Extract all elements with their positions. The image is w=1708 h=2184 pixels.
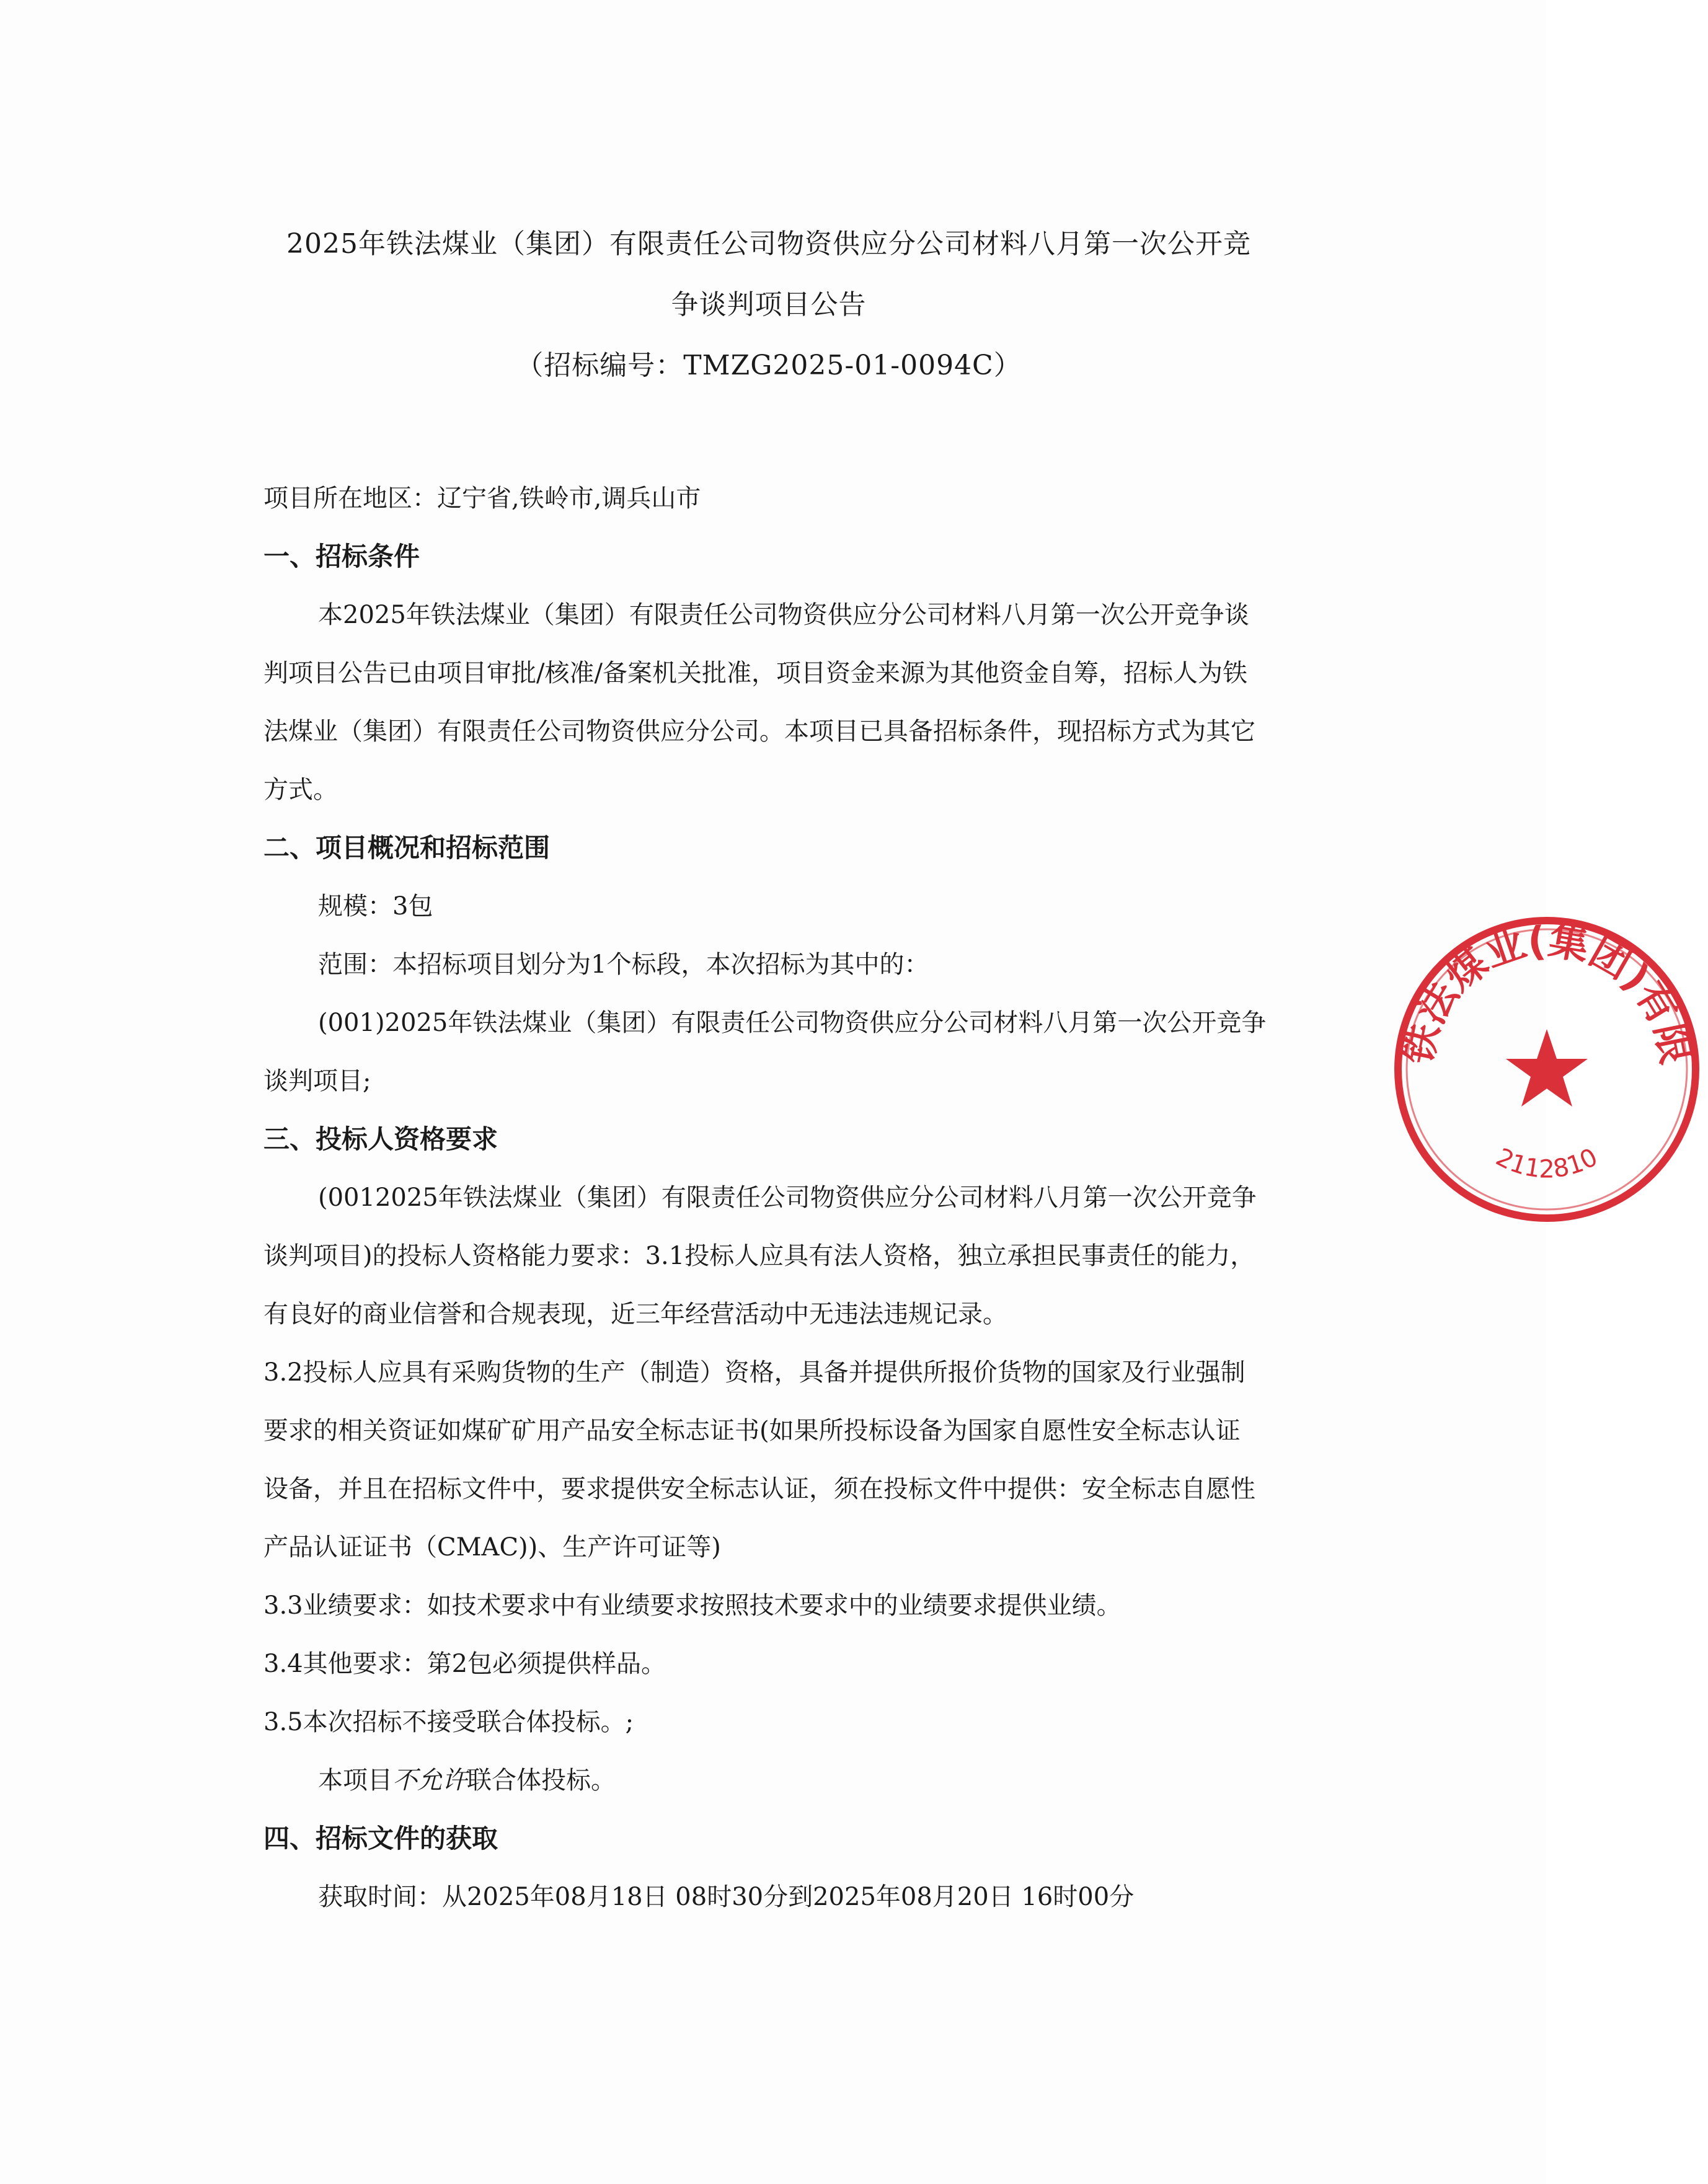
section-heading-2: 二、项目概况和招标范围 — [263, 833, 551, 863]
bid-number: （招标编号：TMZG2025-01-0094C） — [516, 350, 1022, 381]
company-seal — [1386, 908, 1708, 1231]
section-heading-1: 一、招标条件 — [263, 541, 420, 572]
consortium-suffix: 联合体投标。 — [467, 1766, 616, 1795]
paragraph-line: (0012025年铁法煤业（集团）有限责任公司物资供应分公司材料八月第一次公开竞争 — [318, 1183, 1257, 1212]
paragraph-line: 判项目公告已由项目审批/核准/备案机关批准，项目资金来源为其他资金自筹，招标人为铁 — [263, 659, 1247, 687]
paragraph-line: 要求的相关资证如煤矿矿用产品安全标志证书(如果所投标设备为国家自愿性安全标志认证 — [263, 1417, 1241, 1445]
paragraph-line: 谈判项目)的投标人资格能力要求：3.1投标人应具有法人资格，独立承担民事责任的能力， — [263, 1242, 1255, 1270]
paragraph-line: 产品认证证书（CMAC))、生产许可证等) — [263, 1533, 721, 1562]
paragraph-line: 本2025年铁法煤业（集团）有限责任公司物资供应分公司材料八月第一次公开竞争谈 — [318, 601, 1249, 629]
seal-star-icon — [1506, 1029, 1588, 1107]
acquisition-time: 获取时间：从2025年08月18日 08时30分到2025年08月20日 16时00分 — [318, 1883, 1135, 1911]
scope-line: 范围：本招标项目划分为1个标段，本次招标为其中的： — [318, 950, 929, 979]
paragraph-line: 方式。 — [263, 776, 338, 804]
scale-line: 规模：3包 — [318, 892, 433, 921]
project-region: 项目所在地区：辽宁省,铁岭市,调兵山市 — [263, 484, 701, 513]
paragraph-line: 法煤业（集团）有限责任公司物资供应分公司。本项目已具备招标条件，现招标方式为其它 — [263, 717, 1255, 746]
lot-item-line: (001)2025年铁法煤业（集团）有限责任公司物资供应分公司材料八月第一次公开竞争 — [318, 1009, 1267, 1037]
paragraph-line: 3.4其他要求：第2包必须提供样品。 — [263, 1650, 666, 1678]
consortium-line — [263, 1766, 1305, 1795]
document-body — [263, 484, 1305, 1940]
paragraph-line: 3.3业绩要求：如技术要求中有业绩要求按照技术要求中的业绩要求提供业绩。 — [263, 1591, 1122, 1620]
paragraph-line: 3.2投标人应具有采购货物的生产（制造）资格，具备并提供所报价货物的国家及行业强制 — [263, 1358, 1246, 1387]
seal-text-top: 铁法煤业(集团)有限 — [1395, 917, 1699, 1068]
consortium-prefix: 本项目 — [318, 1766, 392, 1795]
title-line-2: 争谈判项目公告 — [671, 289, 867, 321]
title-block — [236, 226, 1302, 409]
paragraph-line: 有良好的商业信誉和合规表现，近三年经营活动中无违法违规记录。 — [263, 1300, 1007, 1329]
seal-number: 2112810 — [1491, 1143, 1603, 1184]
paragraph-line: 设备，并且在招标文件中，要求提供安全标志认证，须在投标文件中提供：安全标志自愿性 — [263, 1475, 1255, 1503]
consortium-value: 不允许 — [392, 1766, 467, 1795]
section-heading-4: 四、招标文件的获取 — [263, 1823, 498, 1854]
section-heading-3: 三、投标人资格要求 — [263, 1124, 498, 1154]
paragraph-line: 3.5本次招标不接受联合体投标。; — [263, 1708, 634, 1736]
lot-item-line: 谈判项目; — [263, 1067, 371, 1095]
title-line-1: 2025年铁法煤业（集团）有限责任公司物资供应分公司材料八月第一次公开竞 — [286, 228, 1251, 260]
